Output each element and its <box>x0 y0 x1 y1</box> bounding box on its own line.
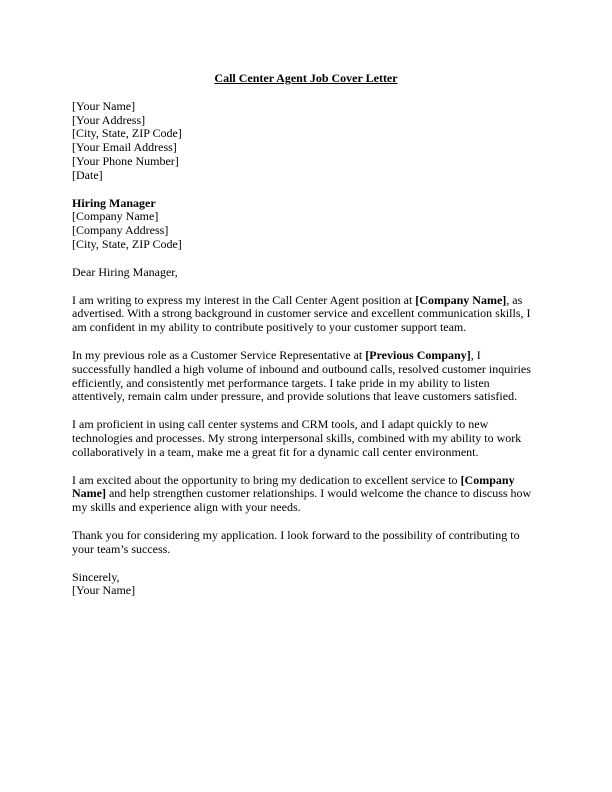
paragraph-intro-text-1: I am writing to express my interest in the Call Center Agent position at <box>72 292 416 307</box>
salutation: Dear Hiring Manager, <box>72 264 178 279</box>
recipient-block <box>72 197 540 252</box>
document-title: Call Center Agent Job Cover Letter <box>214 71 398 85</box>
paragraph-motivation-text-1: I am excited about the opportunity to bring my dedication to excellent service to <box>72 472 461 487</box>
recipient-address: [Company Address] <box>72 223 169 238</box>
closing: Sincerely, <box>72 569 120 584</box>
paragraph-experience-company: [Previous Company] <box>365 347 471 362</box>
paragraph-motivation <box>72 474 540 515</box>
cover-letter-page <box>72 72 540 612</box>
closing-block <box>72 571 540 599</box>
paragraph-experience-text-2: , I successfully handled a high volume of inbound and outbound calls, resolved customer inquiries efficiently, and consistently met performance targets. I take pride in my ability to listen attentively, remain calm under pressure, and provide solutions that leave customers satisfied. <box>72 347 531 404</box>
paragraph-motivation-text-2: and help strengthen customer relationships. I would welcome the chance to discuss how my skills and experience align with your needs. <box>72 486 532 515</box>
sender-block <box>72 100 540 183</box>
sender-email: [Your Email Address] <box>72 140 177 155</box>
recipient-city: [City, State, ZIP Code] <box>72 236 182 251</box>
sender-address: [Your Address] <box>72 112 146 127</box>
recipient-company: [Company Name] <box>72 209 159 224</box>
sender-name: [Your Name] <box>72 98 136 113</box>
paragraph-intro <box>72 294 540 335</box>
paragraph-intro-company: [Company Name] <box>415 292 507 307</box>
recipient-title: Hiring Manager <box>72 195 156 210</box>
letter-date: [Date] <box>72 167 103 182</box>
sender-phone: [Your Phone Number] <box>72 153 179 168</box>
paragraph-skills: I am proficient in using call center systems and CRM tools, and I adapt quickly to new technologies and processes. My strong interpersonal skills, combined with my ability to work collaboratively in a team, make me a great fit for a dynamic call center environment. <box>72 417 522 459</box>
paragraph-thanks: Thank you for considering my application. I look forward to the possibility of contributing to your team’s success. <box>72 527 520 556</box>
sender-city: [City, State, ZIP Code] <box>72 126 182 141</box>
paragraph-experience <box>72 349 540 404</box>
paragraph-intro-text-2: , as advertised. With a strong background in customer service and excellent communication skills, I am confident in my ability to contribute positively to your customer support team. <box>72 292 531 335</box>
paragraph-experience-text-1: In my previous role as a Customer Service Representative at <box>72 347 366 362</box>
paragraph-motivation-company: [Company Name] <box>72 472 515 501</box>
signature: [Your Name] <box>72 583 136 598</box>
